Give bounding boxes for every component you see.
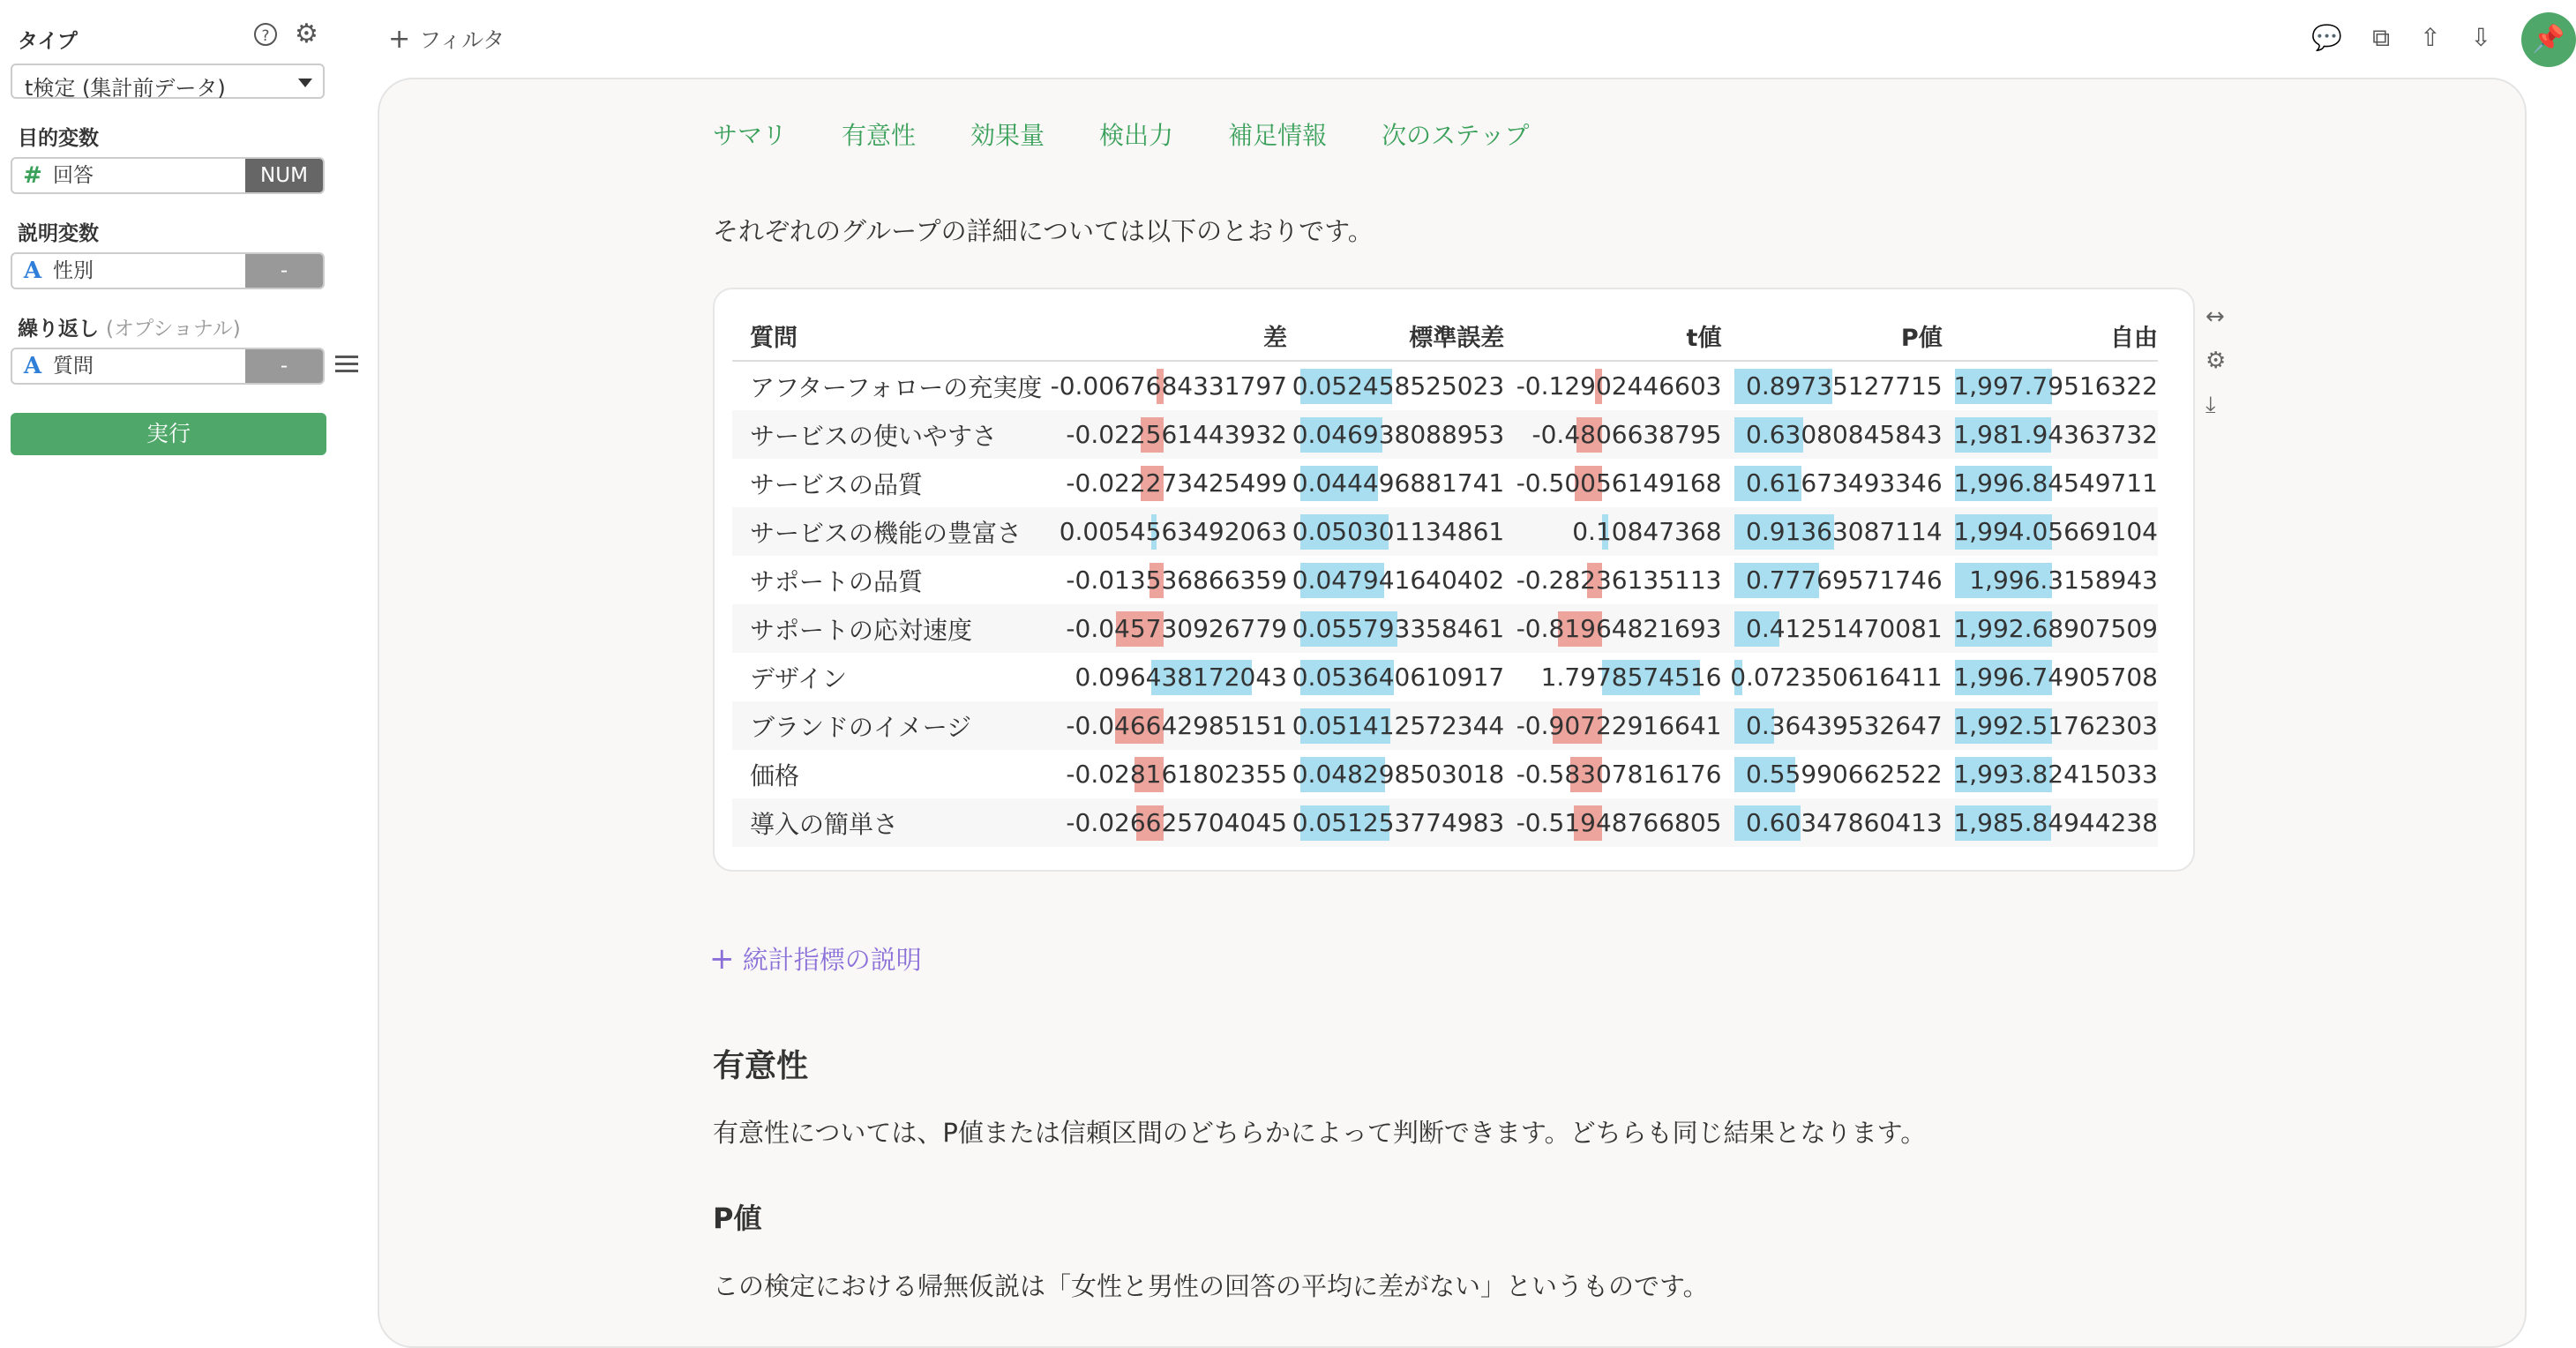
cell-text: 1,996.74905708 [1953,663,2158,692]
tab-next-steps[interactable]: 次のステップ [1382,121,1530,150]
cell-text: 導入の簡単さ [750,809,899,839]
section-tabs [713,116,1530,152]
table-row [732,459,2158,507]
cell-text: 1,996.3158943 [1969,565,2158,595]
tab-supplementary[interactable]: 補足情報 [1228,121,1328,150]
cell-text: 0.055793358461 [1292,614,1505,643]
cell-text: 0.89735127715 [1746,371,1943,401]
cell-text: 0.91363087114 [1746,517,1943,546]
row-difference [1050,410,1287,459]
stat-explanation-link[interactable] [709,940,922,977]
cell-text: 0.61673493346 [1746,468,1943,498]
row-std-error [1287,798,1504,847]
explanatory-variable-label: 説明変数 [18,222,99,245]
download-icon[interactable]: ⤓ [2205,392,2216,418]
cell-text: -0.028161802355 [1066,760,1287,789]
table-row [732,798,2158,847]
row-p-value [1721,604,1942,653]
cell-text: 0.048298503018 [1292,760,1505,789]
menu-icon[interactable] [335,351,358,377]
cell-text: 0.046938088953 [1292,420,1505,449]
row-difference [1050,604,1287,653]
run-button[interactable]: 実行 [11,413,326,455]
repeat-variable-name: 質問 [53,355,94,378]
table-row [732,556,2158,604]
row-p-value [1721,653,1942,701]
repeat-variable-type-tag[interactable]: - [245,349,323,383]
row-dof [1943,556,2158,604]
table-row [732,507,2158,556]
row-p-value [1721,410,1942,459]
cell-text: 1,992.51762303 [1953,711,2158,740]
cell-text: -0.81964821693 [1516,614,1722,643]
gear-icon[interactable]: ⚙ [295,19,318,49]
row-std-error [1287,653,1504,701]
table-row [732,701,2158,750]
pvalue-text: この検定における帰無仮説は「女性と男性の回答の平均に差がない」というものです。 [713,1271,1709,1301]
row-t-value [1504,410,1721,459]
filter-label: フィルタ [419,27,505,53]
cell-text: -0.013536866359 [1066,565,1287,595]
header-dof[interactable]: 自由 [1943,311,2158,361]
target-variable-type-tag[interactable]: NUM [245,159,323,192]
cell-text: 0.053640610917 [1292,663,1505,692]
top-toolbar [2311,23,2491,53]
repeat-label [18,312,241,341]
text-type-icon: A [23,258,42,284]
row-question [732,410,1050,459]
cell-text: 0.0054563492063 [1059,517,1287,546]
cell-text: サービスの品質 [750,469,924,499]
target-variable-name: 回答 [53,164,94,187]
row-difference [1050,361,1287,410]
cell-text: -0.28236135113 [1516,565,1722,595]
tab-summary[interactable]: サマリ [713,121,788,150]
target-variable-label: 目的変数 [18,127,99,150]
row-question [732,604,1050,653]
row-question [732,653,1050,701]
cell-text: 0.36439532647 [1746,711,1943,740]
row-question [732,459,1050,507]
row-t-value [1504,459,1721,507]
help-icon[interactable]: ? [254,23,277,46]
cell-text: サービスの機能の豊富さ [750,518,1022,548]
table-row [732,750,2158,798]
row-std-error [1287,750,1504,798]
copy-icon[interactable]: ⧉ [2372,23,2391,52]
row-dof [1943,701,2158,750]
cell-text: 1,996.84549711 [1953,468,2158,498]
cell-text: 0.55990662522 [1746,760,1943,789]
row-p-value [1721,507,1942,556]
row-t-value [1504,701,1721,750]
pin-button[interactable]: 📌 [2521,12,2576,67]
table-row [732,604,2158,653]
row-question [732,701,1050,750]
row-difference [1050,701,1287,750]
row-std-error [1287,556,1504,604]
text-type-icon: A [23,353,42,379]
cell-text: -0.58307816176 [1516,760,1722,789]
cell-text: デザイン [750,663,848,693]
cell-text: -0.4806638795 [1531,420,1722,449]
row-p-value [1721,556,1942,604]
significance-text: 有意性については、P値または信頼区間のどちらかによって判断できます。どちらも同じ結果となります。 [713,1118,1927,1148]
row-dof [1943,410,2158,459]
row-question [732,361,1050,410]
row-dof [1943,361,2158,410]
cell-text: 1,981.94363732 [1953,420,2158,449]
filter-button[interactable] [388,23,505,55]
row-difference [1050,507,1287,556]
pvalue-heading: P値 [713,1202,762,1235]
cell-text: 価格 [750,760,800,790]
table-row [732,653,2158,701]
row-dof [1943,653,2158,701]
cell-text: 0.072350616411 [1730,663,1943,692]
row-dof [1943,507,2158,556]
cell-text: 0.052458525023 [1292,371,1505,401]
sidebar-tools [254,19,318,49]
cell-text: 0.41251470081 [1746,614,1943,643]
repeat-variable-field[interactable] [11,348,325,385]
cell-text: 0.63080845843 [1746,420,1943,449]
row-std-error [1287,507,1504,556]
download-icon[interactable]: ⇩ [2470,23,2491,52]
table-tools [2205,303,2226,419]
header-p-value[interactable]: P値 [1721,311,1942,361]
cell-text: -0.045730926779 [1066,614,1287,643]
cell-text: 0.051253774983 [1292,808,1505,837]
cell-text: 0.096438172043 [1075,663,1287,692]
sidebar [0,0,353,1332]
type-select-value: t検定 (集計前データ) [25,76,226,101]
cell-text: -0.51948766805 [1516,808,1722,837]
cell-text: 0.10847368 [1572,517,1722,546]
row-std-error [1287,410,1504,459]
row-difference [1050,653,1287,701]
cell-text: 0.60347860413 [1746,808,1943,837]
cell-text: サービスの使いやすさ [750,421,998,451]
table-row [732,410,2158,459]
cell-text: 1.7978574516 [1540,663,1722,692]
stat-explanation-label: 統計指標の説明 [742,945,922,975]
comment-icon[interactable]: 💬 [2311,23,2343,52]
row-t-value [1504,653,1721,701]
header-t-value[interactable]: t値 [1504,311,1721,361]
cell-text: 1,997.79516322 [1953,371,2158,401]
cell-text: サポートの応対速度 [750,615,973,645]
header-question[interactable]: 質問 [732,311,1050,361]
tab-power[interactable]: 検出力 [1099,121,1174,150]
expand-icon[interactable]: ↔ [2205,303,2225,330]
cell-text: アフターフォローの充実度 [750,372,1043,402]
cell-text: 1,993.82415033 [1953,760,2158,789]
row-dof [1943,750,2158,798]
plus-icon: + [388,24,411,55]
cell-text: -0.022273425499 [1066,468,1287,498]
row-difference [1050,798,1287,847]
cell-text: -0.12902446603 [1516,371,1722,401]
target-variable-field[interactable] [11,157,325,194]
row-t-value [1504,556,1721,604]
row-difference [1050,750,1287,798]
table-header-row [732,311,2158,361]
row-dof [1943,798,2158,847]
cell-text: -0.50056149168 [1516,468,1722,498]
number-type-icon: # [23,162,42,189]
row-p-value [1721,459,1942,507]
row-t-value [1504,750,1721,798]
cell-text: -0.026625704045 [1066,808,1287,837]
row-p-value [1721,361,1942,410]
explanatory-variable-type-tag[interactable]: - [245,254,323,288]
cell-text: 0.044496881741 [1292,468,1505,498]
cell-text: -0.046642985151 [1066,711,1287,740]
type-label: タイプ [18,30,78,53]
row-t-value [1504,361,1721,410]
type-select[interactable] [11,64,325,99]
row-dof [1943,459,2158,507]
repeat-label-text: 繰り返し [18,318,99,341]
intro-text: それぞれのグループの詳細については以下のとおりです。 [713,216,1374,246]
row-dof [1943,604,2158,653]
tab-effect-size[interactable]: 効果量 [970,121,1045,150]
row-std-error [1287,604,1504,653]
header-std-error[interactable]: 標準誤差 [1287,311,1504,361]
cell-text: -0.022561443932 [1066,420,1287,449]
explanatory-variable-name: 性別 [53,259,94,282]
cell-text: ブランドのイメージ [750,712,972,742]
cell-text: サポートの品質 [750,566,924,596]
row-question [732,556,1050,604]
cell-text: 0.047941640402 [1292,565,1505,595]
gear-icon[interactable]: ⚙ [2205,348,2227,374]
repeat-optional-note: (オプショナル) [106,318,241,341]
cell-text: 1,985.84944238 [1953,808,2158,837]
explanatory-variable-field[interactable] [11,252,325,289]
result-table [732,311,2158,847]
row-std-error [1287,361,1504,410]
row-std-error [1287,701,1504,750]
tab-significance[interactable]: 有意性 [842,121,917,150]
row-question [732,750,1050,798]
cell-text: -0.0067684331797 [1050,371,1287,401]
row-difference [1050,459,1287,507]
significance-heading: 有意性 [713,1048,809,1084]
row-t-value [1504,604,1721,653]
row-std-error [1287,459,1504,507]
row-p-value [1721,798,1942,847]
cell-text: -0.90722916641 [1516,711,1722,740]
plus-icon: + [709,941,735,977]
row-question [732,507,1050,556]
row-p-value [1721,701,1942,750]
row-question [732,798,1050,847]
cell-text: 0.77769571746 [1746,565,1943,595]
result-table-card [713,288,2195,872]
row-difference [1050,556,1287,604]
table-row [732,361,2158,410]
row-p-value [1721,750,1942,798]
cell-text: 1,992.68907509 [1953,614,2158,643]
cell-text: 1,994.05669104 [1953,517,2158,546]
cell-text: 0.051412572344 [1292,711,1505,740]
header-difference[interactable]: 差 [1050,311,1287,361]
cell-text: 0.050301134861 [1292,517,1505,546]
upload-icon[interactable]: ⇧ [2420,23,2441,52]
chevron-down-icon [298,79,312,87]
row-t-value [1504,507,1721,556]
row-t-value [1504,798,1721,847]
